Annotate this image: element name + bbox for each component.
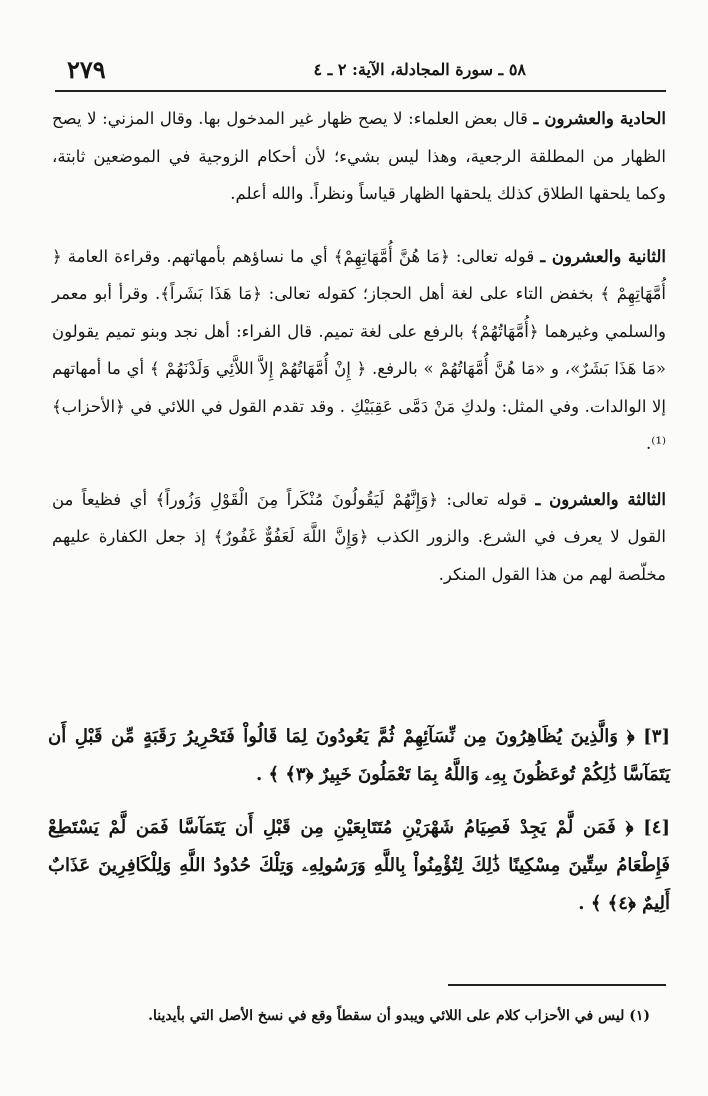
page-number: ٢٧٩ bbox=[67, 55, 106, 84]
verse-number: [٣] bbox=[643, 726, 670, 747]
paragraph-heading: الثالثة والعشرون ـ bbox=[535, 489, 666, 509]
paragraph-text: قال بعض العلماء: لا يصح ظهار غير المدخول بها. وقال المزني: لا يصح الظهار من المطلقة الرجعية، وهذا ليس بشيء؛ لأن أحكام الزوجية في الموضعين ثابتة، وكما يلحقها الطلاق كذلك يلحقها الظهار قياساً ونظراً. والله أعلم. bbox=[52, 109, 666, 203]
paragraph-text: قوله تعالى: ﴿وَإِنَّهُمْ لَيَقُولُونَ مُنْكَراً مِنَ الْقَوْلِ وَزُوراً﴾ أي فظيعاً من القول لا يعرف في الشرع. والزور الكذب ﴿وَإِنَّ اللَّهَ لَعَفُوٌّ غَفُورٌ﴾ إذ جعل الكفارة عليهم مخلّصة لهم من هذا القول المنكر. bbox=[52, 489, 666, 584]
paragraph-23 bbox=[52, 481, 666, 594]
verse-text: ﴿ وَالَّذِينَ يُظَاهِرُونَ مِن نِّسَآئِهِمْ ثُمَّ يَعُودُونَ لِمَا قَالُواْ فَتَحْرِيرُ رَقَبَةٍ مِّن قَبْلِ أَن يَتَمَآسَّا ذَٰلِكُمْ تُوعَظُونَ بِهِۦ وَاللَّهُ بِمَا تَعْمَلُونَ خَبِيرٌ ﴿٣﴾ ﴾ . bbox=[48, 726, 670, 785]
footnote: (١) ليس في الأحزاب كلام على اللائي ويبدو أن سقطاً وقع في نسخ الأصل التي بأيدينا. bbox=[148, 1008, 650, 1024]
paragraph-heading: الحادية والعشرون ـ bbox=[533, 109, 666, 128]
verse-3 bbox=[48, 718, 670, 794]
commentary-body bbox=[52, 100, 666, 593]
page-header bbox=[55, 50, 666, 92]
paragraph-heading: الثانية والعشرون ـ bbox=[540, 246, 666, 266]
verse-text: ﴿ فَمَن لَّمْ يَجِدْ فَصِيَامُ شَهْرَيْنِ مُتَتَابِعَيْنِ مِن قَبْلِ أَن يَتَمَآسَّا فَمَن لَّمْ يَسْتَطِعْ فَإِطْعَامُ سِتِّينَ مِسْكِينًا ذَٰلِكَ لِتُؤْمِنُواْ بِاللَّهِ وَرَسُولِهِۦ وَتِلْكَ حُدُودُ اللَّهِ وَلِلْكَافِرِينَ عَذَابٌ أَلِيمٌ ﴿٤﴾ ﴾ . bbox=[48, 817, 670, 914]
footnote-divider bbox=[448, 984, 666, 986]
paragraph-21 bbox=[52, 100, 666, 213]
verse-4 bbox=[48, 809, 670, 923]
verses-block bbox=[48, 718, 670, 938]
running-title: ٥٨ ـ سورة المجادلة، الآية: ٢ ـ ٤ bbox=[313, 60, 526, 79]
verse-number: [٤] bbox=[643, 817, 670, 838]
paragraph-text: قوله تعالى: ﴿مَا هُنَّ أُمَّهَاتِهِمْ﴾ أي ما نساؤهم بأمهاتهم. وقراءة العامة ﴿ أُمَّهَاتِهِمْ ﴾ بخفض التاء على لغة أهل الحجاز؛ كقوله تعالى: ﴿مَا هَذَا بَشَراً﴾. وقرأ أبو معمر والسلمي وغيرهما ﴿أُمَّهَاتُهُمْ﴾ بالرفع على لغة تميم. قال الفراء: أهل نجد وبنو تميم يقولون «مَا هَذَا بَشَرٌ»، و «مَا هُنَّ أُمَّهَاتُهُمْ » بالرفع. ﴿ إِنْ أُمَّهَاتُهُمْ إِلاَّ اللاَّئِي وَلَدْنَهُمْ ﴾ أي ما أمهاتهم إلا الوالدات. وفي المثل: ولدكِ مَنْ دَمَّى عَقِبَيْكِ . وقد تقدم القول في اللائي في ﴿الأحزاب﴾⁽¹⁾. bbox=[52, 246, 666, 453]
paragraph-22 bbox=[52, 238, 666, 463]
